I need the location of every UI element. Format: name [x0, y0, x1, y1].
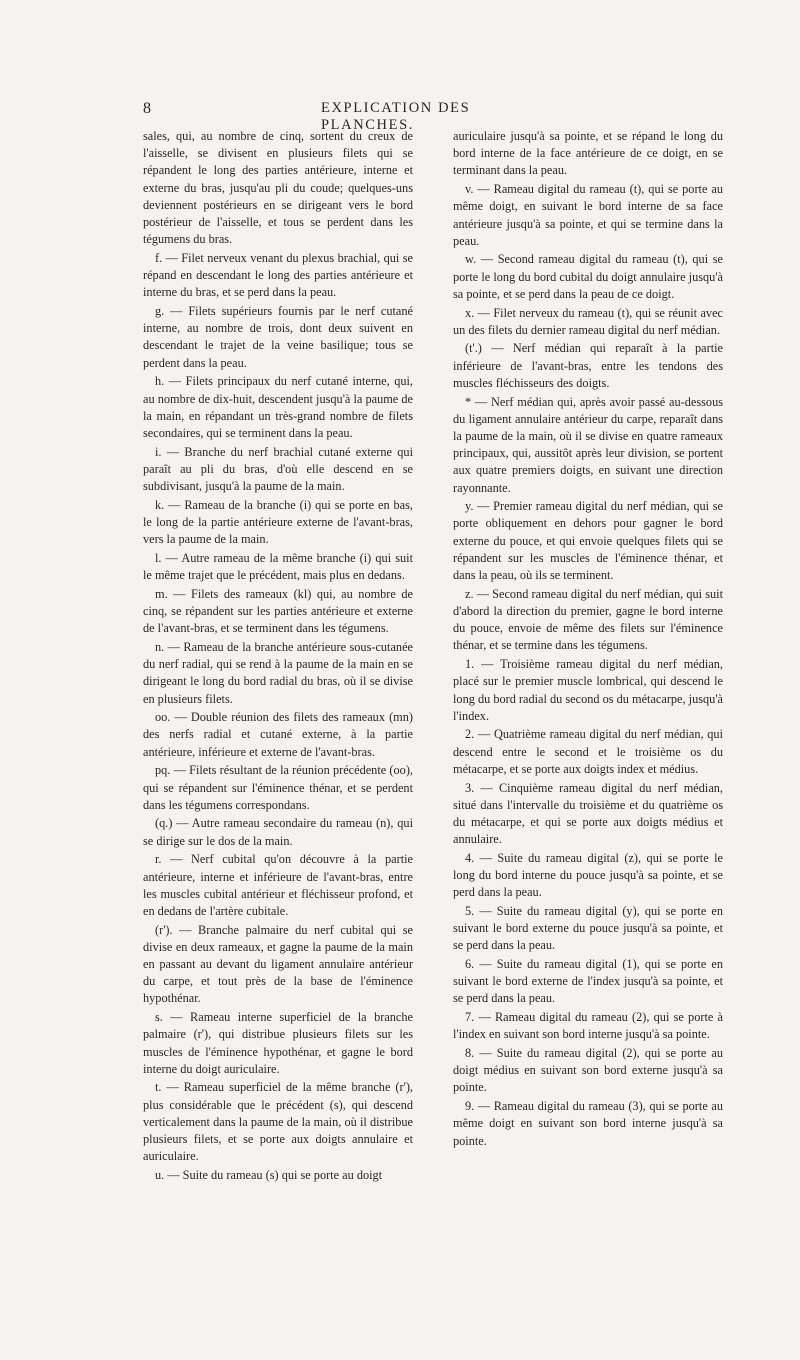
paragraph: y. — Premier rameau digital du nerf médian, qui se porte obliquement en dehors pour gagner le bord externe du pouce, et qui envoie quelques filets qui se répandent sur les muscles de l'éminence thénar, et dans la peau, où ils se terminent.	[453, 499, 723, 583]
paragraph: x. — Filet nerveux du rameau (t), qui se réunit avec un des filets du dernier rameau digital du nerf médian.	[453, 305, 723, 337]
page-header	[143, 100, 563, 133]
paragraph: 8. — Suite du rameau digital (2), qui se porte au doigt médius en suivant son bord externe jusqu'à sa pointe.	[453, 1046, 723, 1095]
paragraph: v. — Rameau digital du rameau (t), qui se porte au même doigt, en suivant le bord interne de sa face antérieure jusqu'à sa pointe, et qui se termine dans la peau.	[453, 182, 723, 248]
paragraph: * — Nerf médian qui, après avoir passé au-dessous du ligament annulaire antérieur du carpe, reparaît dans la paume de la main, où il se divise en quatre rameaux principaux, qui, aussitôt après leur division, se portent aux quatre premiers doigts, en suivant une direction rayonnante.	[453, 394, 723, 495]
paragraph: auriculaire jusqu'à sa pointe, et se répand le long du bord interne de la face antérieure de ce doigt, en se terminant dans la peau.	[453, 129, 723, 178]
paragraph: 5. — Suite du rameau digital (y), qui se porte en suivant le bord externe du pouce jusqu'à sa pointe, et se perd dans la peau.	[453, 903, 723, 953]
paragraph: g. — Filets supérieurs fournis par le nerf cutané interne, au nombre de trois, dont deux suivent en descendant le trajet de la veine basilique; tous se perdent dans la peau.	[143, 304, 413, 370]
paragraph: u. — Suite du rameau (s) qui se porte au doigt	[155, 1167, 383, 1182]
paragraph: 2. — Quatrième rameau digital du nerf médian, qui descend entre le second et le troisième os du métacarpe, et se porte aux doigts index et médius.	[453, 727, 723, 776]
paragraph: sales, qui, au nombre de cinq, sortent du creux de l'aisselle, se divisent en plusieurs filets qui se répandent le long des parties antérieure, interne et externe du bras, jusqu'au pli du coude; quelques-uns deviennent postérieurs en se dirigeant vers le bord postérieur de l'aisselle, et tous se perdent dans les tégumens du bras.	[143, 129, 413, 247]
paragraph: 6. — Suite du rameau digital (1), qui se porte en suivant le bord externe de l'index jusqu'à sa pointe, et se perd dans la peau.	[453, 957, 723, 1006]
paragraph: i. — Branche du nerf brachial cutané externe qui paraît au pli du bras, d'où elle descend en se subdivisant, jusqu'à la paume de la main.	[143, 444, 413, 494]
paragraph: n. — Rameau de la branche antérieure sous-cutanée du nerf radial, qui se rend à la paume de la main en se dirigeant le long du bord radial du bras, où il se divise en plusieurs filets.	[143, 639, 413, 706]
paragraph: (r'). — Branche palmaire du nerf cubital qui se divise en deux rameaux, et gagne la paume de la main en passant au devant du ligament annulaire antérieur du carpe, et tout près de la base de l'éminence hypothénar.	[143, 922, 413, 1006]
paragraph: (t'.) — Nerf médian qui reparaît à la partie inférieure de l'avant-bras, entre les tendons des muscles fléchisseurs des doigts.	[453, 341, 723, 390]
paragraph: r. — Nerf cubital qu'on découvre à la partie antérieure, interne et inférieure de l'avant-bras, entre les muscles cubital antérieur et fléchisseur profond, et en dedans de l'artère cubitale.	[143, 852, 413, 918]
running-title: EXPLICATION DES PLANCHES.	[321, 100, 471, 133]
paragraph: s. — Rameau interne superficiel de la branche palmaire (r'), qui distribue plusieurs filets sur les muscles de l'éminence hypothénar, et gagne le bord interne du doigt auriculaire.	[143, 1010, 413, 1076]
paragraph: w. — Second rameau digital du rameau (t), qui se porte le long du bord cubital du doigt annulaire jusqu'à sa pointe, et se perd dans la peau de ce doigt.	[453, 252, 723, 301]
paragraph: pq. — Filets résultant de la réunion précédente (oo), qui se répandent sur l'éminence thénar, et se perdent dans les tégumens correspondans.	[143, 763, 413, 812]
paragraph: 1. — Troisième rameau digital du nerf médian, placé sur le premier muscle lombrical, qui descend le long du bord radial du second os du métacarpe, jusqu'à l'index.	[453, 657, 723, 723]
paragraph: l. — Autre rameau de la même branche (i) qui suit le même trajet que le précédent, mais plus en dedans.	[143, 550, 413, 583]
paragraph: z. — Second rameau digital du nerf médian, qui suit d'abord la direction du premier, gagne le bord interne du pouce, envoie de même des filets sur l'éminence thénar, et se termine dans les tégumens.	[453, 586, 723, 653]
paragraph: t. — Rameau superficiel de la même branche (r'), plus considérable que le précédent (s), qui descend verticalement dans la paume de la main, où il distribue plusieurs filets, et se porte aux doigts annulaire et auriculaire.	[143, 1080, 413, 1164]
left-text-column	[143, 128, 413, 1186]
paragraph: oo. — Double réunion des filets des rameaux (mn) des nerfs radial et cutané externe, à la partie antérieure, inférieure et externe de l'avant-bras.	[143, 710, 413, 759]
page-number: 8	[143, 100, 151, 117]
paragraph: h. — Filets principaux du nerf cutané interne, qui, au nombre de dix-huit, descendent jusqu'à la paume de la main, en répandant un très-grand nombre de filets secondaires, qui se terminent dans la peau.	[143, 374, 413, 440]
paragraph: 3. — Cinquième rameau digital du nerf médian, situé dans l'intervalle du troisième et du quatrième os du métacarpe, et qui se porte aux doigts médius et annulaire.	[453, 780, 723, 847]
paragraph: 9. — Rameau digital du rameau (3), qui se porte au même doigt en suivant son bord interne jusqu'à sa pointe.	[453, 1099, 723, 1148]
paragraph: k. — Rameau de la branche (i) qui se porte en bas, le long de la partie antérieure externe de l'avant-bras, vers la paume de la main.	[143, 497, 413, 547]
paragraph: (q.) — Autre rameau secondaire du rameau (n), qui se dirige sur le dos de la main.	[143, 816, 413, 848]
paragraph: m. — Filets des rameaux (kl) qui, au nombre de cinq, se répandent sur les parties antérieure et externe de l'avant-bras, et se terminent dans les tégumens.	[143, 586, 413, 636]
paragraph: f. — Filet nerveux venant du plexus brachial, qui se répand en descendant le long des parties antérieure et interne du bras, et se perd dans la peau.	[143, 250, 413, 300]
paragraph: 7. — Rameau digital du rameau (2), qui se porte à l'index en suivant son bord interne jusqu'à sa pointe.	[453, 1010, 723, 1042]
right-text-column	[453, 128, 723, 1151]
paragraph: 4. — Suite du rameau digital (z), qui se porte le long du bord interne du pouce jusqu'à sa pointe, et se perd dans la peau.	[453, 850, 723, 900]
